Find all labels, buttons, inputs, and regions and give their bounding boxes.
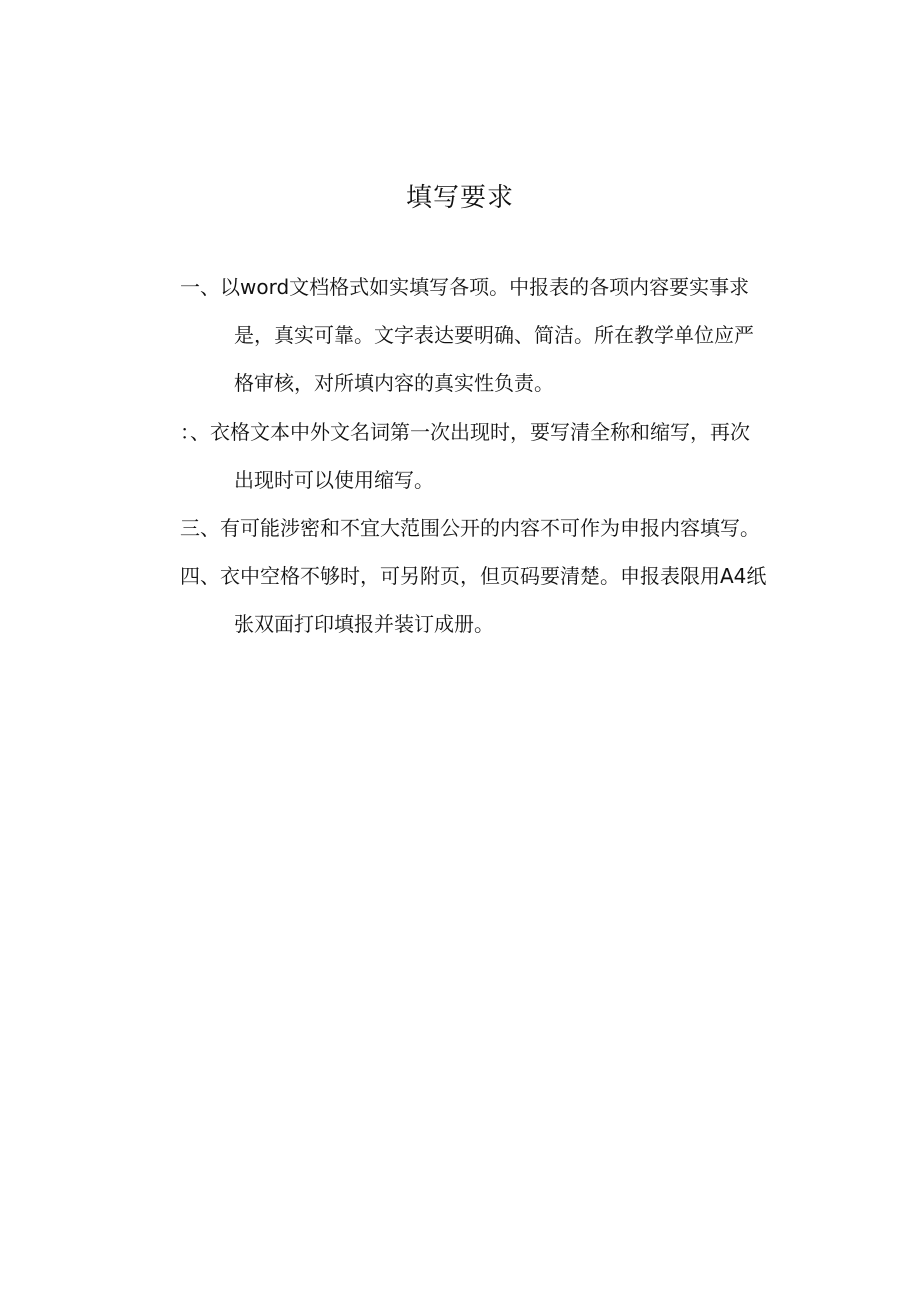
requirement-1-line-1: 一、以word文档格式如实填写各项。中报表的各项内容要实事求 xyxy=(180,275,750,299)
requirement-2-line-1: ：、衣格文本中外文名词第一次出现时，要写清全称和缩写，再次 xyxy=(180,420,750,444)
requirement-4-line-1: 四、衣中空格不够时，可另附页，但页码要清楚。申报表限用A4纸 xyxy=(180,564,767,588)
requirement-3-line-1: 三、有可能涉密和不宜大范围公开的内容不可作为申报内容填写。 xyxy=(180,516,760,540)
requirement-2-line-2: 出现时可以使用缩写。 xyxy=(234,468,434,492)
requirement-1-line-3: 格审核，对所填内容的真实性负责。 xyxy=(234,371,554,395)
requirement-1-line-2: 是，真实可靠。文字表达要明确、简洁。所在教学单位应严 xyxy=(234,323,754,347)
page-title: 填写要求 xyxy=(405,183,514,213)
requirement-4-line-2: 张双面打印填报并装订成册。 xyxy=(234,612,494,636)
